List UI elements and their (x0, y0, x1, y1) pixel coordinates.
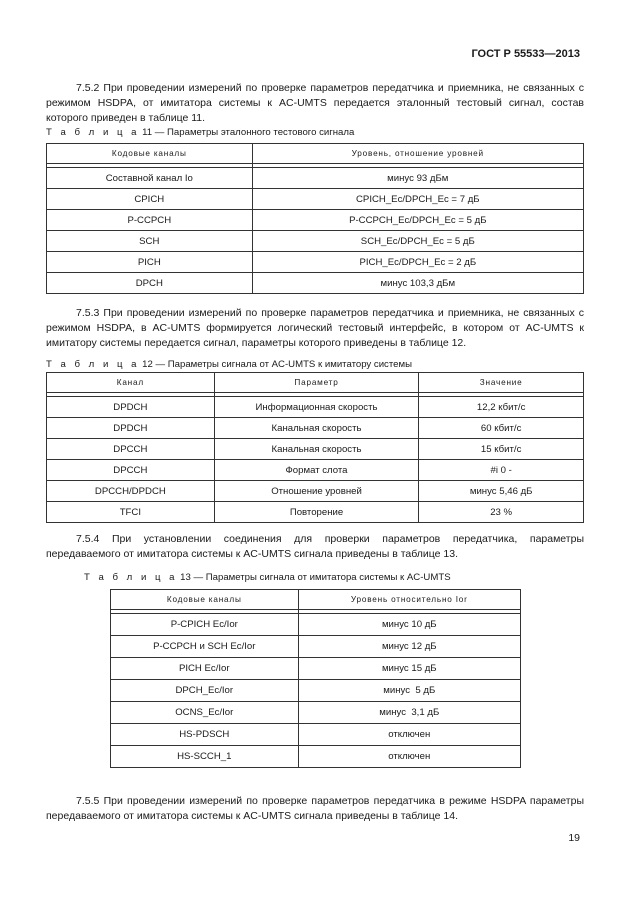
table-cell: PICH Ec/Ior (111, 658, 299, 680)
table-row (47, 189, 584, 210)
table-row (47, 502, 584, 523)
paragraph-7-5-2: 7.5.2 При проведении измерений по проверке параметров передатчика и приемника, не связанных с режимом HSDPA, от имитатора системы к AC-UMTS передается эталонный тестовый сигнал, состав которого приведен в таблице 11. (46, 82, 584, 124)
table-cell: CPICH_Ec/DPCH_Ec = 7 дБ (252, 189, 583, 210)
table-cell: P-CCPCH (47, 210, 253, 231)
table-cell: Повторение (214, 502, 419, 523)
table-12-caption (46, 359, 412, 371)
table-row (111, 680, 521, 702)
table-11-caption (46, 127, 354, 139)
table-cell: DPDCH (47, 418, 215, 439)
table-cell: DPCCH/DPDCH (47, 481, 215, 502)
table-cell: минус 93 дБм (252, 168, 583, 189)
table-header-cell: Канал (47, 373, 215, 393)
table-cell: минус 5 дБ (298, 680, 520, 702)
table-cell: 23 % (419, 502, 584, 523)
table-cell: #i 0 - (419, 460, 584, 481)
table-cell: TFCI (47, 502, 215, 523)
table-13-label: Т а б л и ц а (84, 572, 178, 583)
table-row (111, 702, 521, 724)
table-row (111, 636, 521, 658)
table-cell: PICH_Ec/DPCH_Ec = 2 дБ (252, 252, 583, 273)
table-row (111, 724, 521, 746)
table-13-caption (84, 572, 451, 584)
table-cell: 15 кбит/с (419, 439, 584, 460)
table-cell: HS-PDSCH (111, 724, 299, 746)
table-cell: HS-SCCH_1 (111, 746, 299, 768)
table-12-label: Т а б л и ц а (46, 359, 140, 370)
table-cell: минус 12 дБ (298, 636, 520, 658)
table-cell: SCH (47, 231, 253, 252)
page-number: 19 (568, 832, 580, 844)
paragraph-7-5-4: 7.5.4 При установлении соединения для проверки параметров передатчика, параметры передаваемого от имитатора системы к AC-UMTS сигнала приведены в таблице 13. (46, 533, 584, 560)
table-cell: Информационная скорость (214, 397, 419, 418)
table-cell: Составной канал Io (47, 168, 253, 189)
table-cell: Отношение уровней (214, 481, 419, 502)
table-11 (46, 143, 584, 294)
table-row (111, 658, 521, 680)
table-cell: P-CPICH Ec/Ior (111, 614, 299, 636)
table-11-title: 11 — Параметры эталонного тестового сигнала (142, 127, 355, 138)
table-row (47, 231, 584, 252)
table-row (47, 397, 584, 418)
table-cell: DPCH (47, 273, 253, 294)
table-cell: 12,2 кбит/с (419, 397, 584, 418)
table-cell: Формат слота (214, 460, 419, 481)
table-row (47, 481, 584, 502)
table-cell: минус 10 дБ (298, 614, 520, 636)
table-12-title: 12 — Параметры сигнала от AC-UMTS к имитатору системы (142, 359, 412, 370)
table-cell: DPDCH (47, 397, 215, 418)
table-header-cell: Кодовые каналы (111, 590, 299, 610)
table-cell: минус 5,46 дБ (419, 481, 584, 502)
table-row (111, 614, 521, 636)
table-cell: минус 3,1 дБ (298, 702, 520, 724)
table-12 (46, 372, 584, 523)
table-row (47, 210, 584, 231)
table-cell: минус 15 дБ (298, 658, 520, 680)
table-row (47, 418, 584, 439)
table-header-cell: Параметр (214, 373, 419, 393)
table-row (47, 460, 584, 481)
standard-header: ГОСТ Р 55533—2013 (471, 48, 580, 60)
table-cell: отключен (298, 724, 520, 746)
table-header-cell: Кодовые каналы (47, 144, 253, 164)
table-cell: CPICH (47, 189, 253, 210)
table-row (47, 439, 584, 460)
table-13-title: 13 — Параметры сигнала от имитатора системы к AC-UMTS (180, 572, 451, 583)
table-cell: отключен (298, 746, 520, 768)
table-cell: DPCCH (47, 439, 215, 460)
table-cell: P-CCPCH и SCH Ec/Ior (111, 636, 299, 658)
table-cell: OCNS_Ec/Ior (111, 702, 299, 724)
paragraph-7-5-5: 7.5.5 При проведении измерений по проверке параметров передатчика в режиме HSDPA параметры передаваемого от имитатора системы к AC-UMTS сигнала приведены в таблице 14. (46, 795, 584, 822)
table-cell: минус 103,3 дБм (252, 273, 583, 294)
table-cell: Канальная скорость (214, 439, 419, 460)
paragraph-7-5-3: 7.5.3 При проведении измерений по проверке параметров передатчика и приемника, не связанных с режимом HSDPA, в AC-UMTS формируется логический тестовый интерфейс, в котором от AC-UMTS к имитатору системы передается сигнал, параметры которого приведены в таблице 12. (46, 307, 584, 349)
table-cell: PICH (47, 252, 253, 273)
table-cell: DPCH_Ec/Ior (111, 680, 299, 702)
table-row (111, 746, 521, 768)
table-11-label: Т а б л и ц а (46, 127, 140, 138)
table-header-cell: Значение (419, 373, 584, 393)
table-cell: DPCCH (47, 460, 215, 481)
table-header-cell: Уровень относительно Ior (298, 590, 520, 610)
table-row (47, 168, 584, 189)
table-cell: SCH_Ec/DPCH_Ec = 5 дБ (252, 231, 583, 252)
table-cell: Канальная скорость (214, 418, 419, 439)
table-row (47, 252, 584, 273)
table-row (47, 273, 584, 294)
table-cell: 60 кбит/с (419, 418, 584, 439)
table-cell: P-CCPCH_Ec/DPCH_Ec = 5 дБ (252, 210, 583, 231)
table-header-cell: Уровень, отношение уровней (252, 144, 583, 164)
table-13 (110, 589, 521, 768)
